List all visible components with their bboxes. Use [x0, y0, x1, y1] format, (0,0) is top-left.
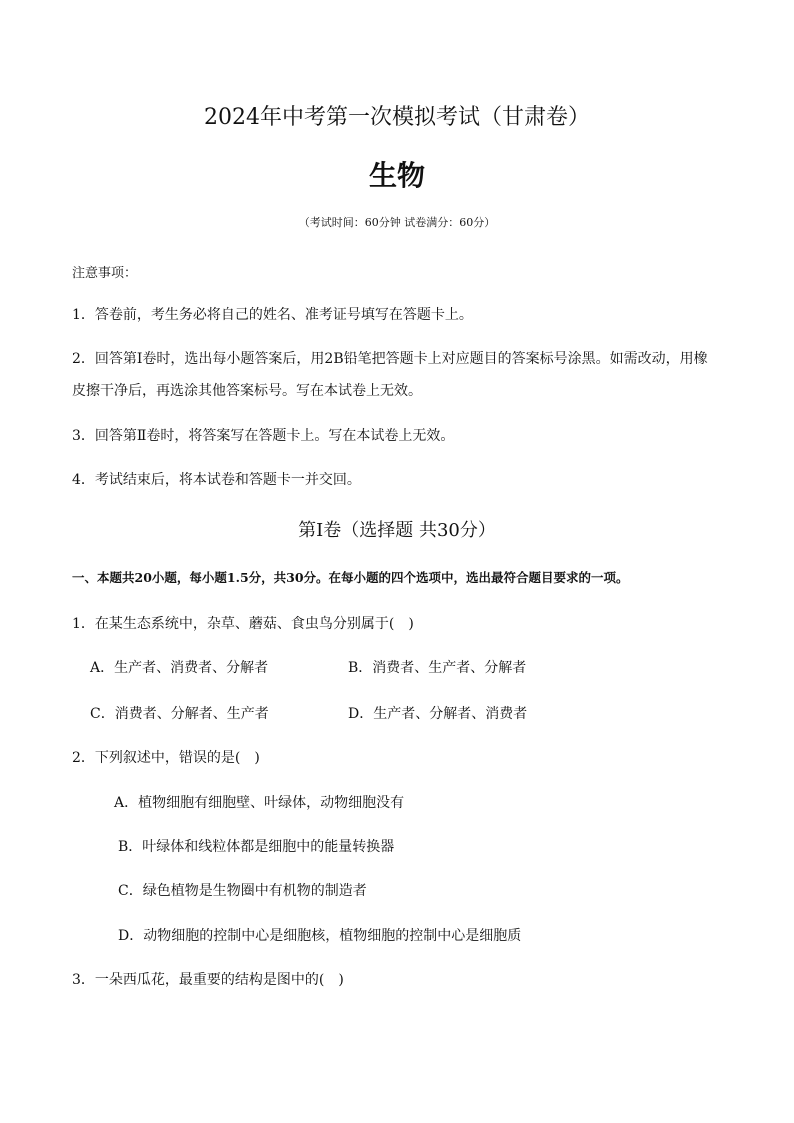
question-2-option-d: D．动物细胞的控制中心是细胞核，植物细胞的控制中心是细胞质 — [118, 928, 522, 944]
notice-item-4: 4．考试结束后，将本试卷和答题卡一并交回。 — [72, 472, 361, 488]
notice-item-3: 3．回答第Ⅱ卷时，将答案写在答题卡上。写在本试卷上无效。 — [72, 428, 455, 444]
section-title: 第Ⅰ卷（选择题 共30分） — [298, 520, 496, 541]
question-1-stem: 1．在某生态系统中，杂草、蘑菇、食虫鸟分别属于( ) — [72, 616, 414, 632]
notice-item-1: 1．答卷前，考生务必将自己的姓名、准考证号填写在答题卡上。 — [72, 307, 473, 323]
section-instruction: 一、本题共20小题，每小题1.5分，共30分。在每小题的四个选项中，选出最符合题目要求的一项。 — [72, 570, 629, 585]
question-3-stem: 3．一朵西瓜花，最重要的结构是图中的( ) — [72, 972, 344, 988]
notice-item-2: 2．回答第Ⅰ卷时，选出每小题答案后，用2B铅笔把答题卡上对应题目的答案标号涂黑。如需改动，用橡 — [72, 351, 708, 367]
exam-title: 2024年中考第一次模拟考试（甘肃卷） — [204, 105, 590, 130]
notice-heading: 注意事项： — [72, 266, 138, 281]
question-1-option-b: B．消费者、生产者、分解者 — [348, 660, 527, 676]
question-2-option-c: C．绿色植物是生物圈中有机物的制造者 — [118, 883, 367, 899]
question-1-option-c: C．消费者、分解者、生产者 — [90, 706, 269, 722]
question-1-option-a: A．生产者、消费者、分解者 — [90, 660, 269, 676]
exam-time-info: （考试时间：60分钟 试卷满分：60分） — [298, 216, 496, 229]
question-2-option-b: B．叶绿体和线粒体都是细胞中的能量转换器 — [118, 839, 395, 855]
notice-item-2-cont: 皮擦干净后，再选涂其他答案标号。写在本试卷上无效。 — [72, 383, 422, 399]
question-2-stem: 2．下列叙述中，错误的是( ) — [72, 750, 260, 766]
question-1-option-d: D．生产者、分解者、消费者 — [348, 706, 528, 722]
subject-title: 生物 — [368, 159, 425, 192]
question-2-option-a: A．植物细胞有细胞壁、叶绿体，动物细胞没有 — [114, 795, 405, 811]
